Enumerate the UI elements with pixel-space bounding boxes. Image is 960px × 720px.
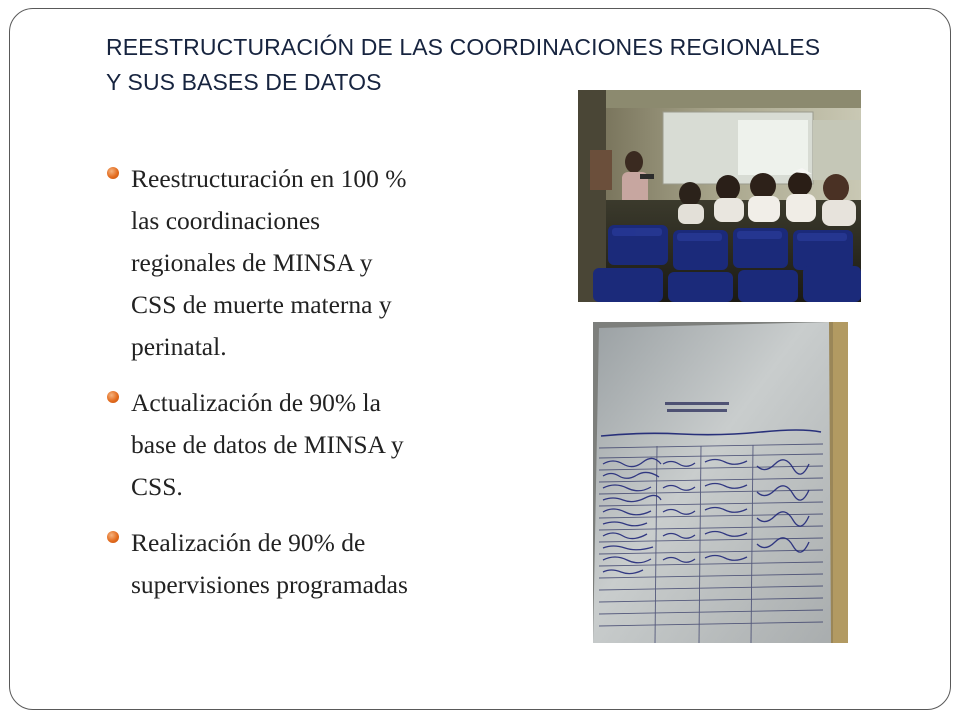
title-line-1: REESTRUCTURACIÓN DE LAS COORDINACIONES REGIONALES <box>106 34 821 60</box>
bullet-dot-icon <box>107 391 119 403</box>
bullet-text-line: CSS de muerte materna y <box>131 290 392 319</box>
bullet-text-line: las coordinaciones <box>131 206 321 235</box>
bullet-text-line: Realización de 90% de <box>131 528 366 557</box>
bullet-item <box>106 382 506 508</box>
bullet-item <box>106 522 506 606</box>
bullet-text-line: supervisiones programadas <box>131 570 408 599</box>
bullet-text-line: Actualización de 90% la <box>131 388 381 417</box>
bullet-text-line: perinatal. <box>131 332 227 361</box>
bullet-text-line: base de datos de MINSA y <box>131 430 404 459</box>
bullet-dot-icon <box>107 167 119 179</box>
attendance-sheet-image <box>593 322 848 643</box>
bullet-text-line: Reestructuración en 100 % <box>131 164 407 193</box>
meeting-photo <box>578 90 861 302</box>
bullet-text-line: CSS. <box>131 472 183 501</box>
title-line-2: Y SUS BASES DE DATOS <box>106 69 382 95</box>
attendance-sheet-photo <box>593 322 848 643</box>
meeting-photo-image <box>578 90 861 302</box>
bullet-text-line: regionales de MINSA y <box>131 248 373 277</box>
bullet-dot-icon <box>107 531 119 543</box>
bullet-list <box>106 158 506 620</box>
bullet-item <box>106 158 506 368</box>
